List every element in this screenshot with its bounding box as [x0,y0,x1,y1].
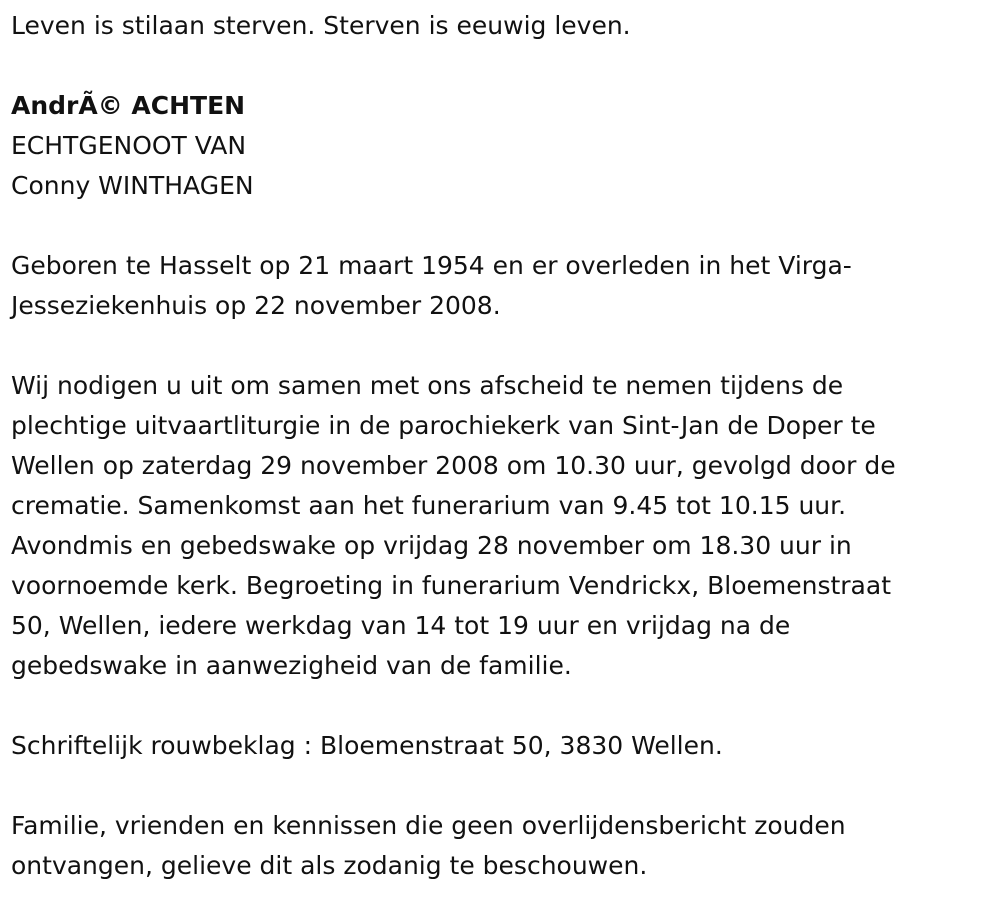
paragraph-line: plechtige uitvaartliturgie in de parochiekerk van Sint-Jan de Doper te [11,411,876,440]
deceased-name: AndrÃ© ACHTEN [11,91,246,120]
spacer [11,326,986,366]
paragraph-line: Wij nodigen u uit om samen met ons afscheid te nemen tijdens de [11,371,844,400]
paragraph-line: Avondmis en gebedswake op vrijdag 28 november om 18.30 uur in [11,531,852,560]
motto-text: Leven is stilaan sterven. Sterven is eeuwig leven. [11,11,631,40]
paragraph-line: Familie, vrienden en kennissen die geen overlijdensbericht zouden [11,811,846,840]
paragraph-line: Geboren te Hasselt op 21 maart 1954 en er overleden in het Virga- [11,251,852,280]
obituary-notice [11,0,986,886]
birth-death-paragraph [11,246,986,326]
closing-paragraph [11,806,986,886]
invitation-paragraph [11,366,986,686]
spacer [11,766,986,806]
paragraph-line: ontvangen, gelieve dit als zodanig te beschouwen. [11,851,648,880]
relation-text: ECHTGENOOT VAN [11,131,247,160]
paragraph-line: crematie. Samenkomst aan het funerarium van 9.45 tot 10.15 uur. [11,491,847,520]
paragraph-line: gebedswake in aanwezigheid van de familie. [11,651,572,680]
condolences-address: Schriftelijk rouwbeklag : Bloemenstraat 50, 3830 Wellen. [11,731,723,760]
paragraph-line: 50, Wellen, iedere werkdag van 14 tot 19 uur en vrijdag na de [11,611,791,640]
paragraph-line: Wellen op zaterdag 29 november 2008 om 10.30 uur, gevolgd door de [11,451,896,480]
spacer [11,686,986,726]
paragraph-line: Jesseziekenhuis op 22 november 2008. [11,291,501,320]
spacer [11,46,986,86]
spacer [11,206,986,246]
paragraph-line: voornoemde kerk. Begroeting in funerarium Vendrickx, Bloemenstraat [11,571,891,600]
spouse-name: Conny WINTHAGEN [11,171,254,200]
